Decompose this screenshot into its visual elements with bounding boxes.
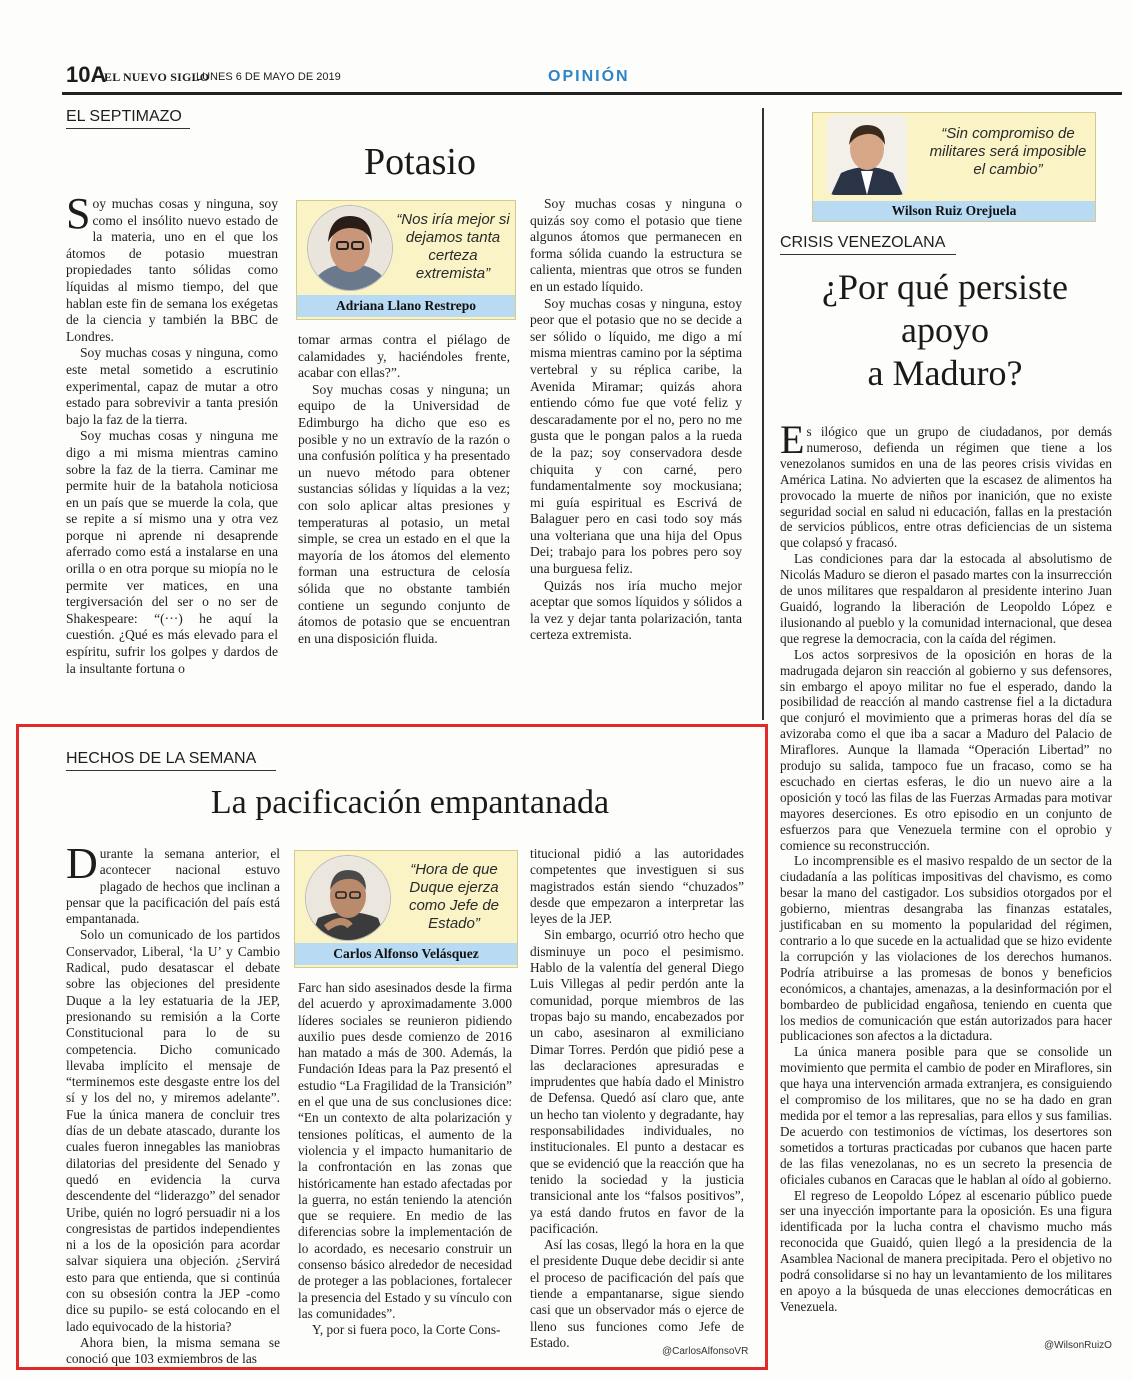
pullquote-box bbox=[812, 112, 1096, 222]
page-number: 10A bbox=[66, 62, 107, 87]
author-photo bbox=[305, 855, 391, 941]
septimazo-kicker: EL SEPTIMAZO bbox=[66, 108, 190, 129]
pullquote-text: “Nos iría mejor si dejamos tanta certeza extremista” bbox=[396, 211, 510, 282]
pullquote-author: Carlos Alfonso Velásquez bbox=[295, 943, 517, 965]
septimazo-column-1 bbox=[66, 189, 278, 677]
paragraph: Soy muchas cosas y ninguna, estoy peor que el potasio que no se decide a ser sólido o líquido, me digo a mí misma mientras camino por la séptima vertebral y su réplica caribe, la Avenida Miramar; quizás ahora entiendo cómo fue que voté feliz y descaradamente por el no, pero no me gusta que le pongan palos a la rueda de la paz; soy conservadora desde chiquita y con carné, pero fundamentalmente soy mockusiana; mi guía espiritual es Escrivá de Balaguer pero en casi todo soy más una volteriana que una hija del Opus Dei; trabajo para los pobres pero soy una burguesa feliz. bbox=[530, 295, 742, 577]
septimazo-headline: Potasio bbox=[364, 141, 476, 183]
paragraph: tomar armas contra el piélago de calamidades y, haciéndoles frente, acabar con ellas?”. bbox=[298, 332, 510, 381]
paragraph: Y, por si fuera poco, la Corte Cons- bbox=[312, 1322, 501, 1338]
hechos-headline: La pacificación empantanada bbox=[210, 784, 610, 821]
author-photo bbox=[307, 205, 393, 291]
headline-line: apoyo bbox=[901, 310, 989, 350]
paragraph: Así las cosas, llegó la hora en la que el presidente Duque debe decidir si ante el proceso de pacificación del país que tiende a empantanarse, sigue siendo casi que un observador más o ejerce de lleno sus funciones como Jefe de Estado. bbox=[530, 1237, 744, 1350]
crisis-kicker: CRISIS VENEZOLANA bbox=[780, 234, 956, 255]
publication-name: EL NUEVO SIGLO bbox=[104, 70, 210, 84]
septimazo-column-3 bbox=[530, 196, 742, 644]
paragraph: Ahora bien, la misma semana se conoció que 103 exmiembros de las bbox=[66, 1334, 280, 1367]
paragraph: Farc han sido asesinados desde la firma del acuerdo y aproximadamente 3.000 líderes sociales se reunieron pidiendo auxilio pues desde comienzo de 2016 han matado a más de 300. Además, la Fundación Ideas para la Paz presentó el estudio “La Fragilidad de la Transición” en el que una de sus conclusiones dice: “En un contexto de alta polarización y tensiones políticas, el aumento de la violencia y el impacto humanitario de la confrontación en las zonas que históricamente han estado afectadas por la guerra, no están teniendo la atención que se requiere. En medio de las diferencias sobre la implementación de lo acordado, es necesario construir un consenso básico alrededor de necesidad de proteger a las poblaciones, fortalecer la presencia del Estado y su vínculo con las comunidades”. bbox=[298, 980, 512, 1321]
paragraph: La única manera posible para que se consolide un movimiento que permita el cambio de poder en Miraflores, sin que haya una intervención armada extranjera, es consiguiendo el compromiso de los militares, que no se ha dado en gran medida por el temor a las represalias, para ellos y sus familias. De acuerdo con testimonios de víctimas, los desertores son sometidos a torturas practicadas por cubanos que hacen parte de las filas venezolanas, no es un secreto la presencia de oficiales cubanos en Caracas que le hablan al oído al gobierno. bbox=[780, 1044, 1112, 1187]
headline-line: ¿Por qué persiste bbox=[822, 267, 1068, 307]
paragraph: Soy muchas cosas y ninguna o quizás soy como el potasio que tiene algunos átomos que permanecen en forma sólida cuando la estructura se calienta, mientras que otros se funden en un estado líquido. bbox=[530, 196, 742, 294]
septimazo-column-2 bbox=[298, 332, 510, 647]
paragraph: Soy muchas cosas y ninguna; un equipo de la Universidad de Edimburgo ha dicho que eso es posible y no un extravío de la razón o una confusión política y ha presentado un nuevo método para obtener sustancias sólidas y líquidas a la vez; con solo aplicar altas presiones y temperaturas al potasio, un metal simple, se crea un estado en el que la mayoría de los átomos del elemento forman una estructura de celosía sólida que no obstante también contiene un segundo conjunto de átomos de potasio que se encuentran en una disposición fluida. bbox=[298, 381, 510, 646]
dropcap: E bbox=[780, 417, 805, 462]
issue-date: LUNES 6 DE MAYO DE 2019 bbox=[196, 71, 341, 83]
pullquote-text: “Sin compromiso de militares será imposible el cambio” bbox=[929, 125, 1087, 178]
pullquote-box bbox=[296, 200, 516, 320]
paragraph: Las condiciones para dar la estocada al absolutismo de Nicolás Maduro se dieron el pasado martes con la insurrección de unos militares que respaldaron al presidente interino Juan Guaidó, logrando la liberación de Leopoldo López e ilusionando al pueblo y la comunidad internacional, que desea que regrese la democracia, con la caída del régimen. bbox=[780, 551, 1112, 646]
paragraph: Soy muchas cosas y ninguna me digo a mi misma mientras camino sobre la faz de la tierra. Caminar me permite huir de la batahola noticiosa en un país que se muerde la cola, que se repite a sí mismo una y otra vez porque ni aprende ni desaprende aferrado como está a instalarse en una orilla o en otra porque su miopía no le permite ver matices, en una tergiversación del ser o no ser de Shakespeare: “(···) he aquí la cuestión. ¿Qué es más elevado para el espíritu, sufrir los golpes y dardos de la insultante fortuna o bbox=[66, 428, 278, 676]
paragraph: s ilógico que un grupo de ciudadanos, por demás numeroso, defienda un régimen que tiene a los venezolanos sumidos en una de las peores crisis vividas en América Latina. No advierten que la escasez de alimentos ha provocado la muerte de niños por inanición, que no existe seguridad social en salud ni educación, fallas en la prestación de servicios públicos, entre otras deficiencias de un sistema que colapsó y fracasó. bbox=[780, 424, 1112, 551]
hechos-column-3 bbox=[530, 846, 744, 1351]
headline-line: a Maduro? bbox=[867, 353, 1023, 393]
pullquote-text: “Hora de que Duque ejerza como Jefe de Estado” bbox=[408, 861, 500, 932]
header-rule bbox=[62, 92, 1122, 95]
hechos-column-1 bbox=[66, 839, 280, 1368]
crisis-headline bbox=[772, 266, 1118, 395]
paragraph: urante la semana anterior, el acontecer nacional estuvo plagado de hechos que inclinan a pensar que la pacificación del país está empantanada. bbox=[66, 846, 280, 927]
crisis-column bbox=[780, 417, 1112, 1315]
author-handle: @CarlosAlfonsoVR bbox=[662, 1346, 749, 1357]
pullquote-box bbox=[294, 850, 518, 968]
paragraph: Lo incomprensible es el masivo respaldo de un sector de la ciudadanía a las políticas impositivas del chavismo, es como besar la mano del castigador. Los subsidios otorgados por el gobierno, mientras desangraba las finanzas estatales, justificaban en su momento la popularidad del régimen, contrario a lo que sucede en la actualidad que se hizo evidente la corrupción y las violaciones de los derechos humanos. Podría atribuirse a las promesas de bonos y beneficios económicos, a chantajes, amenazas, a la desinformación por el bombardeo de publicidad engañosa, teniendo en cuenta que los medios de comunicación que están autorizados para hacer publicaciones son afectos a la dictadura. bbox=[780, 853, 1112, 1044]
paragraph: Los actos sorpresivos de la oposición en horas de la madrugada dejaron sin reacción al gobierno y sus defensores, sin embargo el apoyo militar no fue el esperado, dando la posibilidad de reacción al mando castrense fiel a la dictadura que conjuró el movimiento que a primeras horas del día se avizoraba como el que iba a sacar a Maduro del Palacio de Miraflores. Aunque la llamada “Operación Libertad” no produjo su salida, tampoco fue un fracaso, como se ha escuchado en ciertas esferas, le dio un nuevo aire a la oposición y tocó las filas de las Fuerzas Armadas para motivar mayores deserciones. Es otro episodio en un conjunto de esfuerzos para que Venezuela termine con el oprobio y comience su reconstrucción. bbox=[780, 646, 1112, 853]
hechos-column-2 bbox=[298, 980, 512, 1339]
paragraph: Sin embargo, ocurrió otro hecho que disminuye un poco el pesimismo. Hablo de la valentía del general Diego Luis Villegas al pedir perdón ante la comunidad, porque miembros de las tropas bajo su mando, encabezados por un cabo, asesinaron al exmiliciano Dimar Torres. Perdón que pidió pese a las declaraciones apresuradas e imprudentes que había dado el Ministro de Defensa. Quedó así claro que, ante un hecho tan violento y degradante, hay responsabilidades individuales, no institucionales. El punto a destacar es que se evidenció que la reacción que ha tenido la sociedad y la justicia transicional ante los “falsos positivos”, ya está dando frutos en favor de la pacificación. bbox=[530, 927, 744, 1236]
pullquote-author: Wilson Ruiz Orejuela bbox=[813, 201, 1095, 221]
author-photo bbox=[827, 115, 907, 195]
section-title: OPINIÓN bbox=[548, 68, 630, 85]
paragraph: El regreso de Leopoldo López al escenario público puede ser una inyección importante para la oposición. Es una figura identificada por la lucha contra el chavismo mucho más reconocida que Guaidó, quien llegó a la presidencia de la Asamblea Nacional de manera precipitada. Pero el objetivo no podrá consolidarse si no hay un levantamiento de los militares en apoyo a la búsqueda de unas elecciones democráticas en Venezuela. bbox=[780, 1187, 1112, 1314]
paragraph: Solo un comunicado de los partidos Conservador, Liberal, ‘la U’ y Cambio Radical, pudo desatascar el debate sobre las objeciones del presidente Duque a la ley estatuaria de la JEP, presionando su remisión a la Corte Constitucional para lo de su competencia. Dicho comunicado llevaba implícito el mensaje de “terminemos este desgaste entre los del sí y los del no, y miremos adelante”. Fue la única manera de concluir tres días de un debate atascado, durante los cuales fueron innegables las maniobras dilatorias del presidente del Senado y quedó en evidencia la curva descendente del “liderazgo” del senador Uribe, quién no logró persuadir ni a los congresistas de partidos independientes ni a los de la oposición para acordar salvar siquiera una objeción. ¿Servirá esto para que entienda, que si continúa con su obsesión contra la JEP -como dice su pupilo- se está colocando en el lado equivocado de la historia? bbox=[66, 927, 280, 1334]
dropcap: D bbox=[66, 839, 98, 888]
author-handle: @WilsonRuizO bbox=[1044, 1340, 1112, 1351]
column-divider bbox=[762, 108, 764, 720]
paragraph: Soy muchas cosas y ninguna, como este metal sometido a escrutinio experimental, capaz de mutar a otro estado para sobrevivir a tanta presión bajo la faz de la tierra. bbox=[66, 345, 278, 427]
paragraph: oy muchas cosas y ninguna, soy como el insólito nuevo estado de la materia, uno en el que los átomos de potasio muestran propiedades tanto sólidas como líquidas al mismo tiempo, del que hablan este fin de semana los exégetas de la ciencia y también la BBC de Londres. bbox=[66, 196, 278, 344]
pullquote-author: Adriana Llano Restrepo bbox=[297, 295, 515, 317]
paragraph: Quizás nos iría mucho mejor aceptar que somos líquidos y sólidos a la vez y dejar tanta polarización, tanta certeza extremista. bbox=[530, 577, 742, 643]
dropcap: S bbox=[66, 189, 91, 238]
hechos-kicker: HECHOS DE LA SEMANA bbox=[66, 750, 276, 771]
paragraph: titucional pidió a las autoridades competentes que investiguen si sus magistrados están siendo “chuzados” desde que empezaron a interpretar las leyes de la JEP. bbox=[530, 846, 744, 927]
